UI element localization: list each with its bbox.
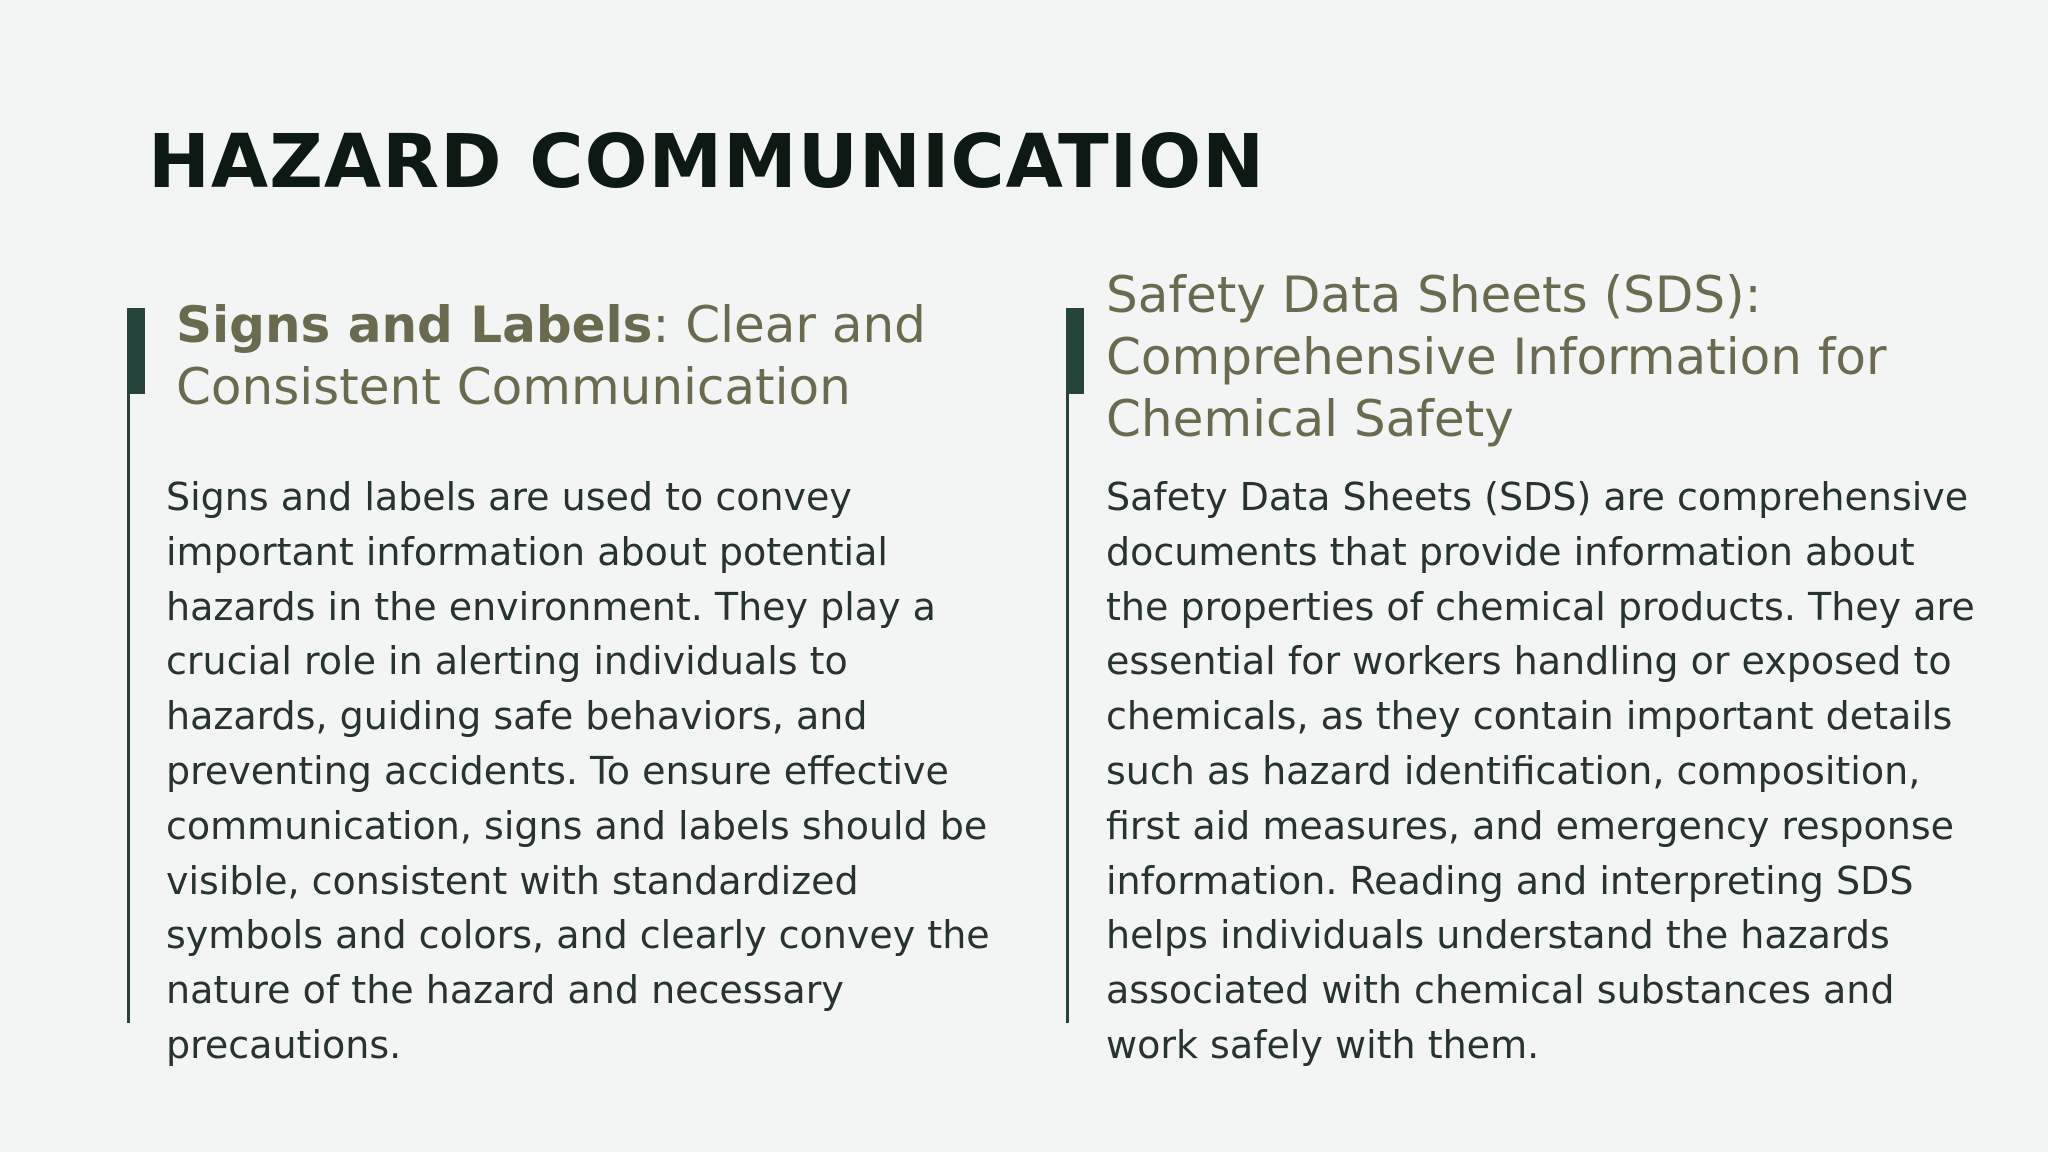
right-column-accent-bar: [1066, 308, 1084, 394]
right-column-body: Safety Data Sheets (SDS) are comprehensive documents that provide information about the properties of chemical products. They are essential for workers handling or exposed to chemicals, as they contain important details such as hazard identification, composition, first aid measures, and emergency response information. Reading and interpreting SDS helps individuals understand the hazards associated with chemical substances and work safely with them.: [1106, 475, 1975, 1067]
slide-title: HAZARD COMMUNICATION: [148, 119, 1266, 205]
left-heading-rest: : Clear and Consistent Communication: [176, 296, 926, 416]
left-column-heading: [176, 294, 936, 418]
left-heading-bold: Signs and Labels: [176, 296, 653, 354]
left-column-divider: [127, 308, 130, 1023]
left-column-accent-bar: [127, 308, 145, 394]
right-column-heading: Safety Data Sheets (SDS): Comprehensive Information for Chemical Safety: [1106, 266, 1887, 448]
left-column-body: Signs and labels are used to convey important information about potential hazards in the environment. They play a crucial role in alerting individuals to hazards, guiding safe behaviors, and preventing accidents. To ensure effective communication, signs and labels should be visible, consistent with standardized symbols and colors, and clearly convey the nature of the hazard and necessary precautions.: [166, 475, 990, 1067]
right-column-divider: [1066, 308, 1069, 1023]
